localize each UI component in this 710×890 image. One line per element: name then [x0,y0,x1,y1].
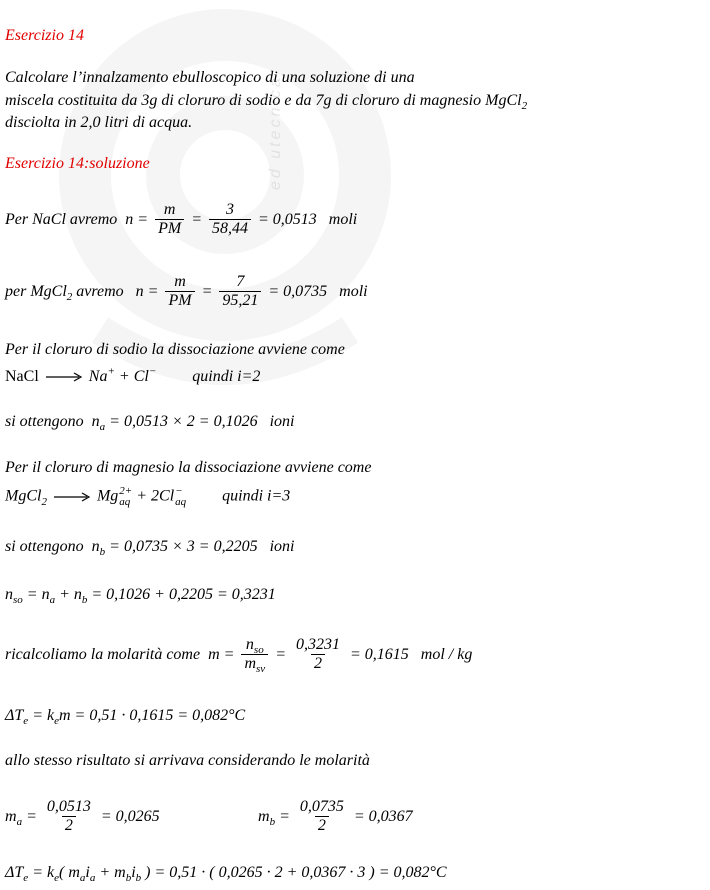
problem-line-2: miscela costituita da 3g di cloruro di sodio e da 7g di cloruro di magnesio MgCl$_2$ [5,92,528,113]
fraction-nso-msv: $\frac{n_{so}}{m_{sv}}$ [241,636,268,673]
fraction-7-95: $\frac{7}{95,21}$ [219,273,261,310]
mb-equation: $m_b$ = $\frac{0,0735}{2}$ = 0,0367 [258,798,413,834]
solution-title: Esercizio 14:soluzione [5,155,150,172]
nacl-dissociation-text: Per il cloruro di sodio la dissociazione avviene come [5,341,345,358]
fraction-00513-2: $\frac{0,0513}{2}$ [46,798,91,834]
fraction-m-pm-2: $\frac{m}{PM}$ [165,273,194,310]
nacl-moles-equation: Per NaCl avremo n = $\frac{m}{PM}$ = $\frac{3}{58,44}$ = 0,0513 moli [5,201,358,237]
fraction-03231-2: $\frac{0,3231}{2}$ [295,636,340,672]
exercise-title: Esercizio 14 [5,27,84,44]
fraction-3-58: $\frac{3}{58,44}$ [209,201,251,238]
molarity-equation: ricalcoliamo la molarità come m = $\frac{n_{so}}{m_{sv}}$ = $\frac{0,3231}{2}$ = 0,1615 mol / kg [5,636,473,676]
problem-line-3: disciolta in 2,0 litri di acqua. [5,114,193,131]
mgcl2-dissociation-reaction: MgCl$_2$ Mg 2+ aq + 2Cl − aq quindi i=3 [5,485,291,508]
nb-ions-equation: si ottengono $n_b = 0,0735 \times 3 = 0,2205$ ioni [5,538,295,559]
problem-line-1: Calcolare l’innalzamento ebulloscopico di una soluzione di una [5,69,415,86]
mgcl2-moles-equation: per MgCl$_2$ avremo n = $\frac{m}{PM}$ = $\frac{7}{95,21}$ = 0,0735 moli [5,273,368,309]
molarity-note: allo stesso risultato si arrivava considerando le molarità [5,752,370,769]
na-ions-equation: si ottengono $n_a = 0,0513 \times 2 = 0,1026$ ioni [5,413,295,434]
mgcl2-dissociation-text: Per il cloruro di magnesio la dissociazione avviene come [5,459,372,476]
nacl-dissociation-reaction: NaCl Na+ + Cl− quindi i=2 [5,365,261,385]
reaction-arrow-icon [54,492,90,502]
final-delta-te-equation: $\Delta T_e = k_e$( $m_ai_a + m_bi_b$ ) = 0,51 · ( 0,0265 · 2 + 0,0367 · 3 ) = 0,082°C [5,864,447,885]
delta-te-equation: $\Delta T_e = k_em = 0,51 \cdot 0,1615 = 0,082^\circ C$ [5,707,246,728]
nso-sum-equation: $n_{so} = n_a + n_b = 0,1026 + 0,2205 = 0,3231$ [5,586,276,607]
ma-equation: $m_a$ = $\frac{0,0513}{2}$ = 0,0265 [5,798,160,834]
fraction-m-pm: $\frac{m}{PM}$ [155,201,184,238]
fraction-00735-2: $\frac{0,0735}{2}$ [299,798,344,834]
watermark-text: ed utecnica [267,75,284,190]
reaction-arrow-icon [46,372,82,382]
